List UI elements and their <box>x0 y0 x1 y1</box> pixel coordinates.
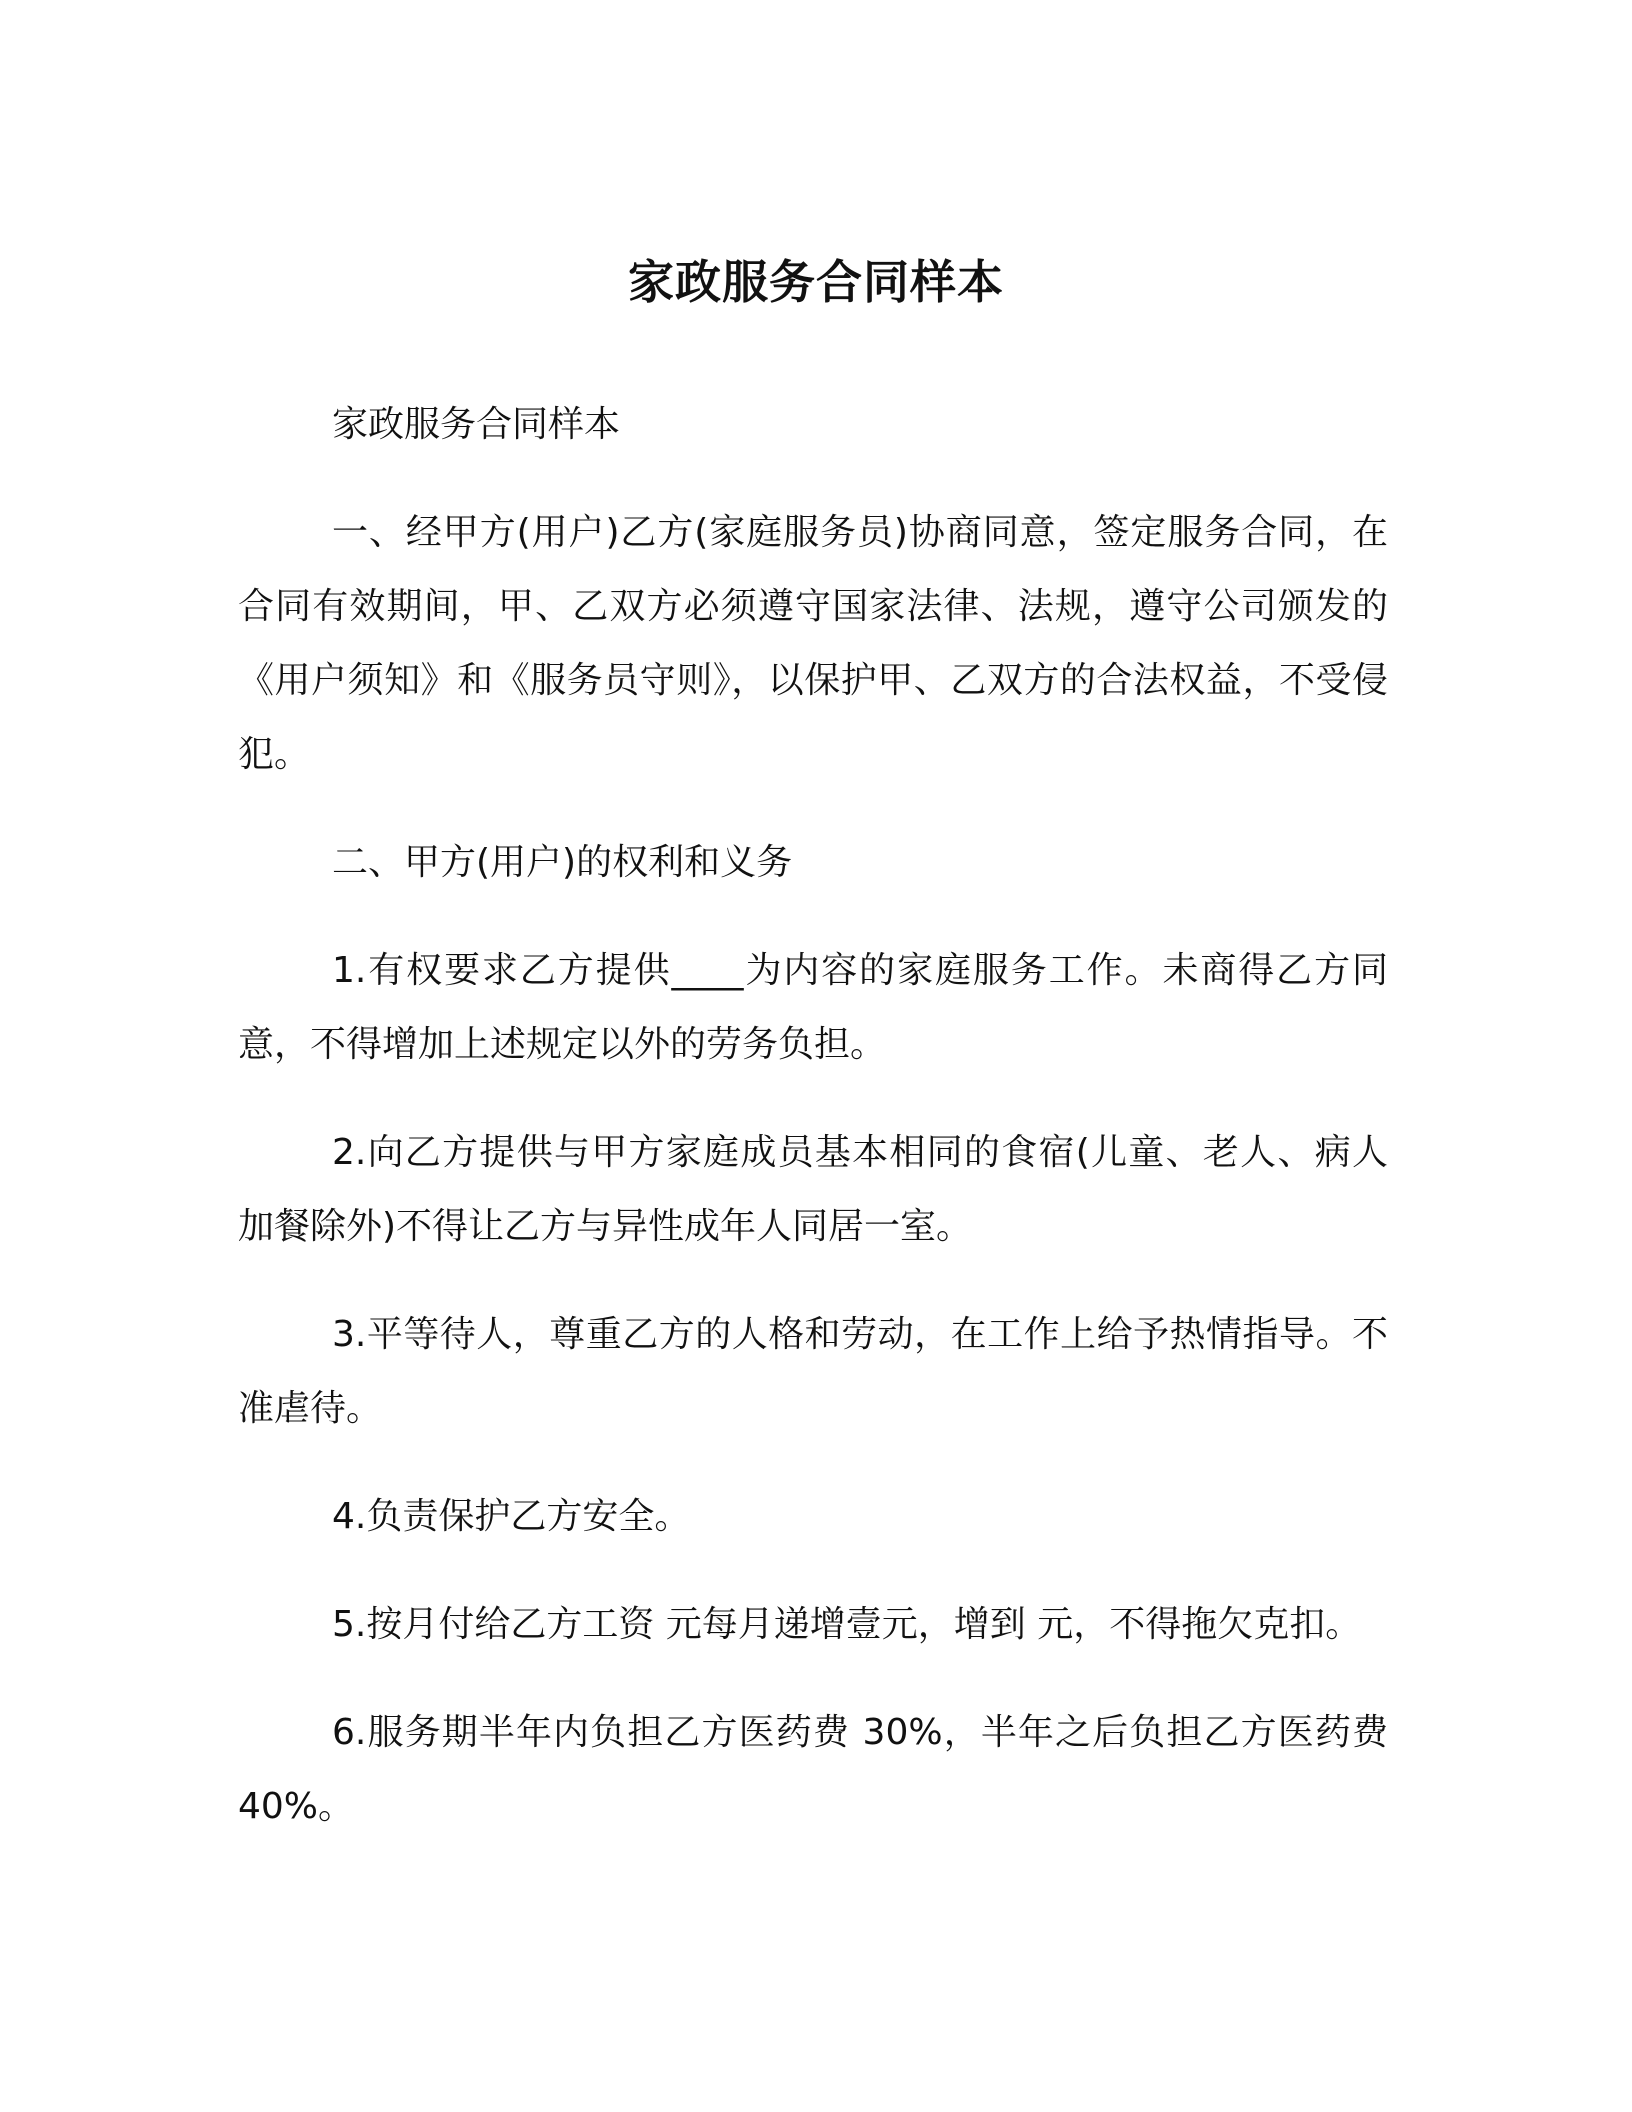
paragraph-subtitle: 家政服务合同样本 <box>332 404 621 445</box>
paragraph-section-2-heading: 二、甲方(用户)的权利和义务 <box>332 842 793 883</box>
paragraph-item-6: 6.服务期半年内负担乙方医药费 30%，半年之后负担乙方医药费 40%。 <box>238 1712 1388 1827</box>
document-title: 家政服务合同样本 <box>628 254 1004 309</box>
paragraph-section-1: 一、经甲方(用户)乙方(家庭服务员)协商同意，签定服务合同，在合同有效期间，甲、乙双方必须遵守国家法律、法规，遵守公司颁发的《用户须知》和《服务员守则》，以保护甲、乙双方的合法权益，不受侵犯。 <box>238 512 1388 775</box>
paragraph-item-5: 5.按月付给乙方工资 元每月递增壹元，增到 元，不得拖欠克扣。 <box>332 1604 1362 1645</box>
paragraph-item-4: 4.负责保护乙方安全。 <box>332 1496 691 1537</box>
paragraph-item-3: 3.平等待人，尊重乙方的人格和劳动，在工作上给予热情指导。不准虐待。 <box>238 1314 1388 1429</box>
document-body <box>238 388 1388 1878</box>
paragraph-item-2: 2.向乙方提供与甲方家庭成员基本相同的食宿(儿童、老人、病人加餐除外)不得让乙方与异性成年人同居一室。 <box>238 1132 1388 1247</box>
paragraph-item-1: 1.有权要求乙方提供____为内容的家庭服务工作。未商得乙方同意，不得增加上述规定以外的劳务负担。 <box>238 950 1388 1065</box>
